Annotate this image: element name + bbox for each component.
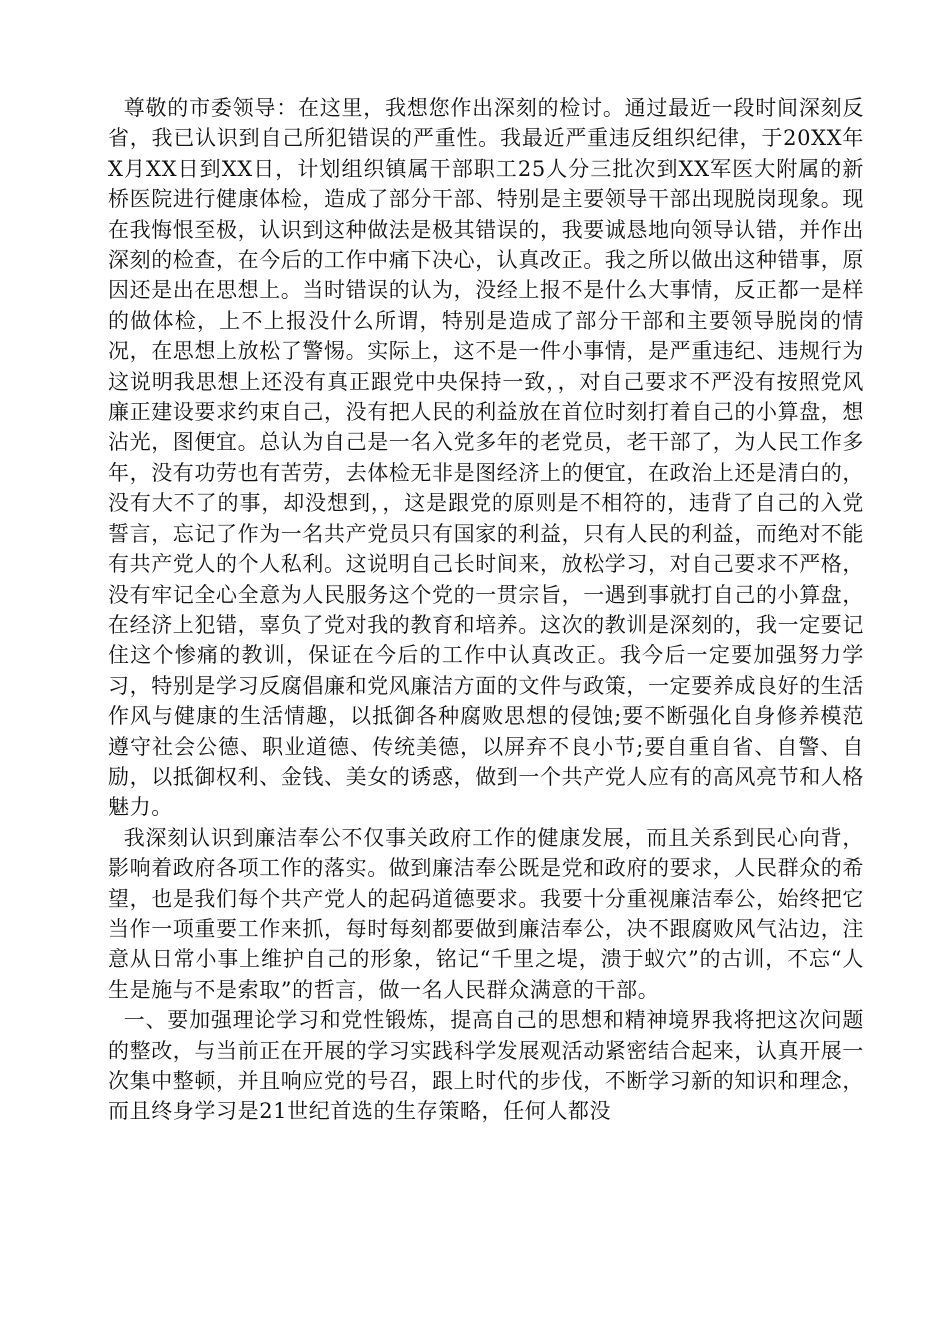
document-body [108, 93, 864, 1127]
paragraph-1: 尊敬的市委领导：在这里，我想您作出深刻的检讨。通过最近一段时间深刻反省，我已认识到自己所犯错误的严重性。我最近严重违反组织纪律，于20XX年X月XX日到XX日，计划组织镇属干部职工25人分三批次到XX军医大附属的新桥医院进行健康体检，造成了部分干部、特别是主要领导干部出现脱岗现象。现在我悔恨至极，认识到这种做法是极其错误的，我要诚恳地向领导认错，并作出深刻的检查，在今后的工作中痛下决心，认真改正。我之所以做出这种错事，原因还是出在思想上。当时错误的认为，没经上报不是什么大事情，反正都一是样的做体检，上不上报没什么所谓，特别是造成了部分干部和主要领导脱岗的情况，在思想上放松了警惕。实际上，这不是一件小事情，是严重违纪、违规行为这说明我思想上还没有真正跟党中央保持一致，，对自己要求不严没有按照党风廉正建设要求约束自己，没有把人民的利益放在首位时刻打着自己的小算盘，想沾光，图便宜。总认为自己是一名入党多年的老党员，老干部了，为人民工作多年，没有功劳也有苦劳，去体检无非是图经济上的便宜，在政治上还是清白的，没有大不了的事，却没想到，，这是跟党的原则是不相符的，违背了自己的入党誓言，忘记了作为一名共产党员只有国家的利益，只有人民的利益，而绝对不能有共产党人的个人私利。这说明自己长时间来，放松学习，对自己要求不严格，没有牢记全心全意为人民服务这个党的一贯宗旨，一遇到事就打自己的小算盘，在经济上犯错，辜负了党对我的教育和培养。这次的教训是深刻的，我一定要记住这个惨痛的教训，保证在今后的工作中认真改正。我今后一定要加强努力学习，特别是学习反腐倡廉和党风廉洁方面的文件与政策，一定要养成良好的生活作风与健康的生活情趣，以抵御各种腐败思想的侵蚀;要不断强化自身修养模范遵守社会公德、职业道德、传统美德，以屏弃不良小节;要自重自省、自警、自励，以抵御权利、金钱、美女的诱惑，做到一个共产党人应有的高风亮节和人格魅力。 [108, 96, 864, 820]
paragraph-3: 一、要加强理论学习和党性锻炼，提高自己的思想和精神境界我将把这次问题的整改，与当前正在开展的学习实践科学发展观活动紧密结合起来，认真开展一次集中整顿，并且响应党的号召，跟上时代的步伐，不断学习新的知识和理念，而且终身学习是21世纪首选的生存策略，任何人都没 [108, 1008, 864, 1124]
paragraph-2: 我深刻认识到廉洁奉公不仅事关政府工作的健康发展，而且关系到民心向背，影响着政府各项工作的落实。做到廉洁奉公既是党和政府的要求，人民群众的希望，也是我们每个共产党人的起码道德要求。我要十分重视廉洁奉公，始终把它当作一项重要工作来抓，每时每刻都要做到廉洁奉公，决不跟腐败风气沾边，注意从日常小事上维护自己的形象，铭记“千里之堤，溃于蚁穴”的古训，不忘“人生是施与不是索取”的哲言，做一名人民群众满意的干部。 [108, 825, 864, 1002]
